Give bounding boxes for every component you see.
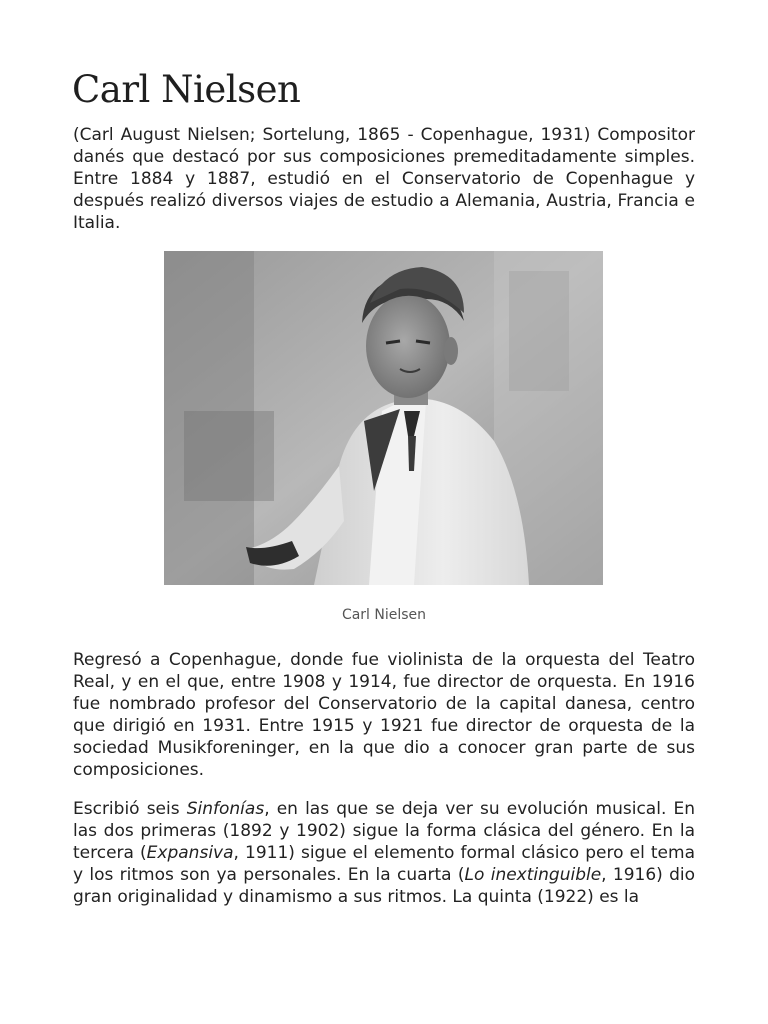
- portrait-photo: [164, 251, 603, 585]
- image-caption: Carl Nielsen: [341, 607, 427, 623]
- text-run: Escribió seis: [73, 799, 187, 819]
- body-paragraph-works: [73, 798, 695, 908]
- text-run: , 1916) dio gran originalidad y dinamismo a sus ritmos. La quinta (1922) es la: [73, 865, 695, 907]
- text-run: , 1911) sigue el elemento formal clásico pero el tema y los ritmos son ya personales. En la cuarta (: [73, 843, 695, 885]
- page-title: Carl Nielsen: [72, 68, 301, 111]
- body-paragraph: Regresó a Copenhague, donde fue violinista de la orquesta del Teatro Real, y en el que, entre 1908 y 1914, fue director de orquesta. En 1916 fue nombrado profesor del Conservatorio de la capital danesa, centro que dirigió en 1931. Entre 1915 y 1921 fue director de orquesta de la sociedad Musikforeninger, en la que dio a conocer gran parte de sus composiciones.: [73, 650, 695, 780]
- italic-title: Lo inextinguible: [464, 865, 602, 885]
- intro-paragraph: (Carl August Nielsen; Sortelung, 1865 - Copenhague, 1931) Compositor danés que destacó por sus composiciones premeditadamente simples. Entre 1884 y 1887, estudió en el Conservatorio de Copenhague y después realizó diversos viajes de estudio a Alemania, Austria, Francia e Italia.: [73, 125, 695, 233]
- italic-title: Expansiva: [146, 843, 234, 863]
- italic-title: Sinfonías: [186, 799, 265, 819]
- text-run: , en las que se deja ver su evolución musical. En las dos primeras (1892 y 1902) sigue la forma clásica del género. En la tercera (: [73, 799, 695, 863]
